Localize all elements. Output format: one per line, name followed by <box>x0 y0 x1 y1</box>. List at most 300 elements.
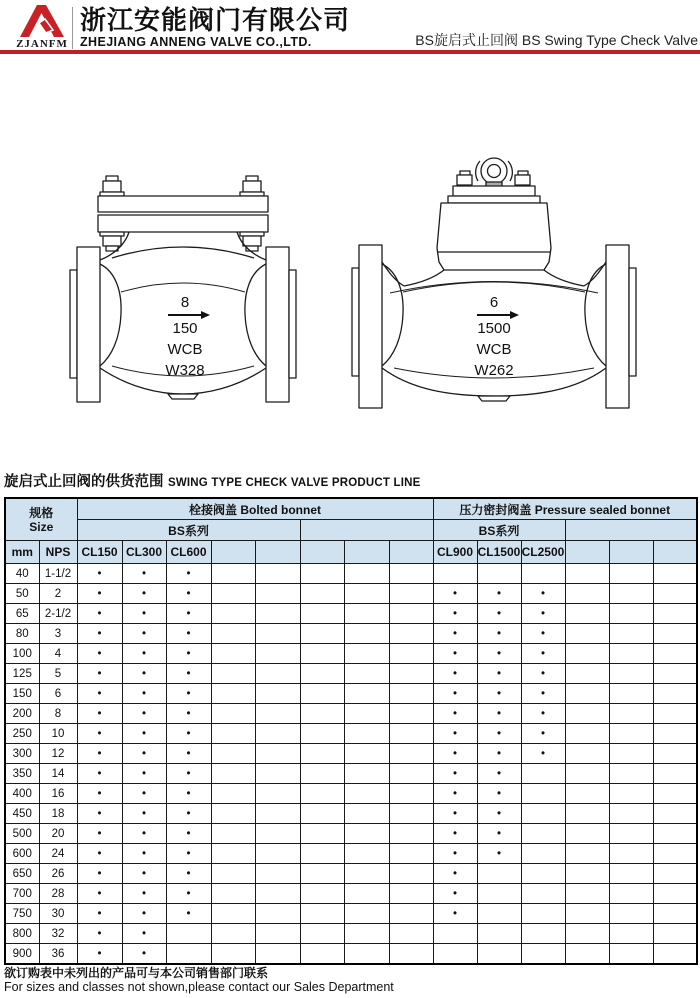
availability-cell: • <box>521 744 565 764</box>
empty-cell <box>477 884 521 904</box>
empty-cell <box>609 624 653 644</box>
empty-cell <box>565 564 609 584</box>
left-valve-material: WCB <box>167 341 203 358</box>
left-valve-class: 150 <box>172 320 198 337</box>
availability-cell: • <box>433 844 477 864</box>
empty-cell <box>389 844 433 864</box>
availability-cell: • <box>433 904 477 924</box>
size-nps-cell: 20 <box>39 824 77 844</box>
availability-cell: • <box>433 684 477 704</box>
empty-cell <box>300 764 344 784</box>
table-row <box>5 944 697 965</box>
empty-cell <box>433 564 477 584</box>
empty-cell <box>300 944 344 965</box>
availability-cell: • <box>122 564 166 584</box>
empty-cell <box>300 604 344 624</box>
availability-cell: • <box>77 624 122 644</box>
empty-cell <box>389 904 433 924</box>
table-row <box>5 664 697 684</box>
empty-cell <box>609 604 653 624</box>
empty-cell <box>255 804 300 824</box>
empty-cell <box>653 684 697 704</box>
availability-cell: • <box>477 764 521 784</box>
availability-cell: • <box>521 684 565 704</box>
empty-cell <box>609 704 653 724</box>
availability-cell: • <box>433 724 477 744</box>
availability-cell: • <box>122 804 166 824</box>
empty-cell <box>653 664 697 684</box>
availability-cell: • <box>433 624 477 644</box>
availability-cell: • <box>433 884 477 904</box>
availability-cell: • <box>122 624 166 644</box>
empty-cell <box>653 804 697 824</box>
size-nps-cell: 14 <box>39 764 77 784</box>
empty-cell <box>565 864 609 884</box>
empty-cell <box>653 944 697 965</box>
availability-cell: • <box>77 864 122 884</box>
empty-cell <box>344 884 389 904</box>
availability-cell: • <box>166 884 211 904</box>
availability-cell: • <box>122 944 166 965</box>
empty-cell <box>344 824 389 844</box>
empty-cell <box>521 884 565 904</box>
size-nps-cell: 8 <box>39 704 77 724</box>
availability-cell: • <box>477 704 521 724</box>
empty-cell <box>609 844 653 864</box>
empty-cell <box>389 744 433 764</box>
empty-cell <box>389 624 433 644</box>
empty-cell <box>300 804 344 824</box>
empty-cell <box>344 904 389 924</box>
col-header-empty <box>211 541 255 564</box>
empty-cell <box>344 744 389 764</box>
size-mm-cell: 80 <box>5 624 39 644</box>
availability-cell: • <box>477 744 521 764</box>
size-mm-cell: 250 <box>5 724 39 744</box>
empty-cell <box>653 784 697 804</box>
empty-cell <box>300 624 344 644</box>
availability-cell: • <box>166 864 211 884</box>
availability-cell: • <box>521 604 565 624</box>
availability-cell: • <box>433 744 477 764</box>
availability-cell: • <box>77 884 122 904</box>
empty-cell <box>211 604 255 624</box>
table-row <box>5 604 697 624</box>
empty-cell <box>255 744 300 764</box>
availability-cell: • <box>77 584 122 604</box>
table-row <box>5 744 697 764</box>
empty-cell <box>565 704 609 724</box>
empty-cell <box>653 864 697 884</box>
empty-cell <box>166 924 211 944</box>
empty-cell <box>255 784 300 804</box>
empty-cell <box>211 664 255 684</box>
left-valve-label <box>149 295 221 381</box>
availability-cell: • <box>122 724 166 744</box>
product-line-table <box>4 497 698 965</box>
availability-cell: • <box>166 784 211 804</box>
empty-cell <box>389 924 433 944</box>
empty-cell <box>344 764 389 784</box>
empty-cell <box>477 864 521 884</box>
empty-cell <box>653 704 697 724</box>
empty-cell <box>389 684 433 704</box>
empty-cell <box>344 624 389 644</box>
left-valve-code: W328 <box>165 362 205 379</box>
table-row <box>5 844 697 864</box>
size-mm-cell: 40 <box>5 564 39 584</box>
availability-cell: • <box>433 784 477 804</box>
empty-cell <box>255 684 300 704</box>
availability-cell: • <box>166 904 211 924</box>
empty-cell <box>565 624 609 644</box>
empty-cell <box>653 644 697 664</box>
availability-cell: • <box>477 844 521 864</box>
pressure-sealed-bonnet-header: 压力密封阀盖 Pressure sealed bonnet <box>433 498 697 520</box>
empty-cell <box>255 944 300 965</box>
size-mm-cell: 65 <box>5 604 39 624</box>
empty-cell <box>211 704 255 724</box>
empty-cell <box>211 744 255 764</box>
availability-cell: • <box>521 624 565 644</box>
empty-cell <box>609 944 653 965</box>
empty-cell <box>344 644 389 664</box>
availability-cell: • <box>166 584 211 604</box>
availability-cell: • <box>477 684 521 704</box>
availability-cell: • <box>122 844 166 864</box>
empty-cell <box>609 744 653 764</box>
empty-cell <box>565 584 609 604</box>
empty-cell <box>521 784 565 804</box>
empty-cell <box>565 884 609 904</box>
availability-cell: • <box>521 664 565 684</box>
empty-cell <box>565 744 609 764</box>
empty-cell <box>211 684 255 704</box>
empty-cell <box>521 844 565 864</box>
col-header-empty <box>344 541 389 564</box>
empty-cell <box>609 764 653 784</box>
col-header-class: CL900 <box>433 541 477 564</box>
empty-cell <box>521 764 565 784</box>
size-mm-cell: 100 <box>5 644 39 664</box>
table-row <box>5 624 697 644</box>
availability-cell: • <box>166 684 211 704</box>
empty-cell <box>255 864 300 884</box>
availability-cell: • <box>477 664 521 684</box>
empty-cell <box>565 844 609 864</box>
empty-cell <box>344 564 389 584</box>
empty-cell <box>344 664 389 684</box>
empty-cell <box>653 824 697 844</box>
right-valve-size: 6 <box>489 294 499 311</box>
empty-cell <box>389 884 433 904</box>
empty-cell <box>433 924 477 944</box>
empty-cell <box>166 944 211 965</box>
logo-text: ZJANFM <box>16 38 68 50</box>
empty-cell <box>609 904 653 924</box>
empty-cell <box>211 944 255 965</box>
table-row <box>5 764 697 784</box>
empty-cell <box>255 884 300 904</box>
empty-cell <box>565 924 609 944</box>
availability-cell: • <box>122 784 166 804</box>
empty-cell <box>211 724 255 744</box>
col-header-empty <box>609 541 653 564</box>
bs-series-header: BS系列 <box>77 520 300 541</box>
col-header-class: CL600 <box>166 541 211 564</box>
empty-cell <box>565 944 609 965</box>
empty-cell <box>653 604 697 624</box>
table-row <box>5 704 697 724</box>
empty-cell <box>211 764 255 784</box>
availability-cell: • <box>433 804 477 824</box>
availability-cell: • <box>166 664 211 684</box>
availability-cell: • <box>166 724 211 744</box>
size-mm-cell: 50 <box>5 584 39 604</box>
empty-cell <box>521 804 565 824</box>
empty-cell <box>300 644 344 664</box>
empty-cell <box>344 724 389 744</box>
availability-cell: • <box>122 884 166 904</box>
table-row <box>5 924 697 944</box>
availability-cell: • <box>122 684 166 704</box>
empty-cell <box>300 844 344 864</box>
table-row <box>5 864 697 884</box>
empty-cell <box>521 924 565 944</box>
empty-cell <box>300 584 344 604</box>
size-mm-cell: 200 <box>5 704 39 724</box>
empty-cell <box>565 824 609 844</box>
availability-cell: • <box>122 664 166 684</box>
empty-cell <box>477 924 521 944</box>
bolted-bonnet-header: 栓接阀盖 Bolted bonnet <box>77 498 433 520</box>
empty-cell <box>300 784 344 804</box>
empty-cell <box>521 904 565 924</box>
empty-cell <box>653 584 697 604</box>
table-row <box>5 824 697 844</box>
empty-cell <box>255 724 300 744</box>
empty-cell <box>255 704 300 724</box>
empty-cell <box>211 784 255 804</box>
col-header-empty <box>255 541 300 564</box>
empty-cell <box>255 644 300 664</box>
empty-cell <box>477 564 521 584</box>
empty-cell <box>389 644 433 664</box>
availability-cell: • <box>477 604 521 624</box>
availability-cell: • <box>77 644 122 664</box>
availability-cell: • <box>77 704 122 724</box>
empty-cell <box>389 764 433 784</box>
size-mm-cell: 150 <box>5 684 39 704</box>
empty-cell <box>389 704 433 724</box>
size-nps-cell: 24 <box>39 844 77 864</box>
size-nps-cell: 1-1/2 <box>39 564 77 584</box>
size-nps-cell: 2-1/2 <box>39 604 77 624</box>
availability-cell: • <box>77 804 122 824</box>
size-nps-cell: 26 <box>39 864 77 884</box>
col-header-empty <box>300 541 344 564</box>
availability-cell: • <box>433 864 477 884</box>
empty-cell <box>344 784 389 804</box>
right-valve-material: WCB <box>476 341 512 358</box>
empty-cell <box>211 624 255 644</box>
empty-cell <box>255 624 300 644</box>
empty-cell <box>255 924 300 944</box>
empty-cell <box>211 924 255 944</box>
left-valve-size: 8 <box>180 294 190 311</box>
right-valve-label <box>458 295 530 381</box>
availability-cell: • <box>77 744 122 764</box>
empty-cell <box>344 864 389 884</box>
empty-cell <box>653 884 697 904</box>
availability-cell: • <box>77 904 122 924</box>
empty-cell <box>300 904 344 924</box>
availability-cell: • <box>77 684 122 704</box>
availability-cell: • <box>166 764 211 784</box>
empty-cell <box>211 864 255 884</box>
empty-cell <box>389 564 433 584</box>
size-nps-cell: 2 <box>39 584 77 604</box>
empty-cell <box>433 944 477 965</box>
table-row <box>5 644 697 664</box>
size-nps-cell: 32 <box>39 924 77 944</box>
empty-cell <box>211 844 255 864</box>
empty-cell <box>389 784 433 804</box>
empty-cell <box>211 584 255 604</box>
col-header-mm: mm <box>5 541 39 564</box>
availability-cell: • <box>166 744 211 764</box>
availability-cell: • <box>477 724 521 744</box>
empty-cell <box>300 684 344 704</box>
size-nps-cell: 12 <box>39 744 77 764</box>
empty-cell <box>389 824 433 844</box>
empty-cell <box>211 884 255 904</box>
availability-cell: • <box>122 764 166 784</box>
bs-series-header: BS系列 <box>433 520 565 541</box>
size-nps-cell: 16 <box>39 784 77 804</box>
footnote-en: For sizes and classes not shown,please contact our Sales Department <box>4 980 394 994</box>
page-title: BS旋启式止回阀 BS Swing Type Check Valve <box>415 32 698 48</box>
footnote-zh: 欲订购表中未列出的产品可与本公司销售部门联系 <box>4 966 269 980</box>
availability-cell: • <box>433 584 477 604</box>
table-row <box>5 804 697 824</box>
availability-cell: • <box>521 644 565 664</box>
col-header-class: CL150 <box>77 541 122 564</box>
empty-cell <box>521 944 565 965</box>
empty-cell <box>609 644 653 664</box>
availability-cell: • <box>521 584 565 604</box>
empty-cell <box>389 604 433 624</box>
empty-cell <box>255 904 300 924</box>
availability-cell: • <box>166 824 211 844</box>
empty-cell <box>653 844 697 864</box>
empty-cell <box>521 864 565 884</box>
empty-cell <box>565 724 609 744</box>
size-mm-cell: 600 <box>5 844 39 864</box>
availability-cell: • <box>77 924 122 944</box>
size-mm-cell: 450 <box>5 804 39 824</box>
size-nps-cell: 5 <box>39 664 77 684</box>
availability-cell: • <box>122 924 166 944</box>
empty-cell <box>609 804 653 824</box>
size-mm-cell: 300 <box>5 744 39 764</box>
availability-cell: • <box>122 744 166 764</box>
availability-cell: • <box>433 764 477 784</box>
availability-cell: • <box>433 824 477 844</box>
empty-cell <box>211 644 255 664</box>
empty-cell <box>300 704 344 724</box>
availability-cell: • <box>433 704 477 724</box>
size-nps-cell: 30 <box>39 904 77 924</box>
table-row <box>5 584 697 604</box>
size-nps-cell: 28 <box>39 884 77 904</box>
empty-cell <box>565 804 609 824</box>
availability-cell: • <box>477 644 521 664</box>
empty-cell <box>300 724 344 744</box>
valve-drawings <box>0 0 700 460</box>
availability-cell: • <box>77 944 122 965</box>
empty-cell <box>609 784 653 804</box>
empty-cell <box>211 804 255 824</box>
empty-cell <box>344 944 389 965</box>
empty-cell <box>300 564 344 584</box>
size-nps-cell: 6 <box>39 684 77 704</box>
availability-cell: • <box>166 564 211 584</box>
empty-cell <box>300 864 344 884</box>
empty-cell <box>477 904 521 924</box>
empty-cell <box>565 764 609 784</box>
size-nps-cell: 36 <box>39 944 77 965</box>
empty-cell <box>565 604 609 624</box>
empty-cell <box>255 564 300 584</box>
empty-cell <box>609 584 653 604</box>
size-mm-cell: 650 <box>5 864 39 884</box>
empty-cell <box>344 924 389 944</box>
empty-cell <box>211 564 255 584</box>
availability-cell: • <box>433 604 477 624</box>
flow-direction-arrow-icon <box>477 314 511 316</box>
empty-cell <box>211 824 255 844</box>
section-title-en-text: SWING TYPE CHECK VALVE PRODUCT LINE <box>167 477 421 489</box>
section-title-zh: 旋启式止回阀的供货范围 <box>4 474 164 490</box>
empty-cell <box>211 904 255 924</box>
availability-cell: • <box>77 764 122 784</box>
col-header-empty <box>565 541 609 564</box>
availability-cell: • <box>433 664 477 684</box>
availability-cell: • <box>477 624 521 644</box>
size-mm-cell: 900 <box>5 944 39 965</box>
availability-cell: • <box>122 644 166 664</box>
empty-cell <box>653 744 697 764</box>
right-valve-code: W262 <box>474 362 514 379</box>
empty-cell <box>389 944 433 965</box>
empty-cell <box>609 684 653 704</box>
size-nps-cell: 4 <box>39 644 77 664</box>
col-header-class: CL300 <box>122 541 166 564</box>
empty-cell <box>521 824 565 844</box>
availability-cell: • <box>166 644 211 664</box>
availability-cell: • <box>77 604 122 624</box>
empty-cell <box>653 724 697 744</box>
availability-cell: • <box>477 804 521 824</box>
empty-cell <box>344 684 389 704</box>
empty-cell <box>609 564 653 584</box>
table-row <box>5 684 697 704</box>
empty-cell <box>653 624 697 644</box>
col-header-empty <box>653 541 697 564</box>
right-valve-class: 1500 <box>477 320 511 337</box>
size-nps-cell: 10 <box>39 724 77 744</box>
